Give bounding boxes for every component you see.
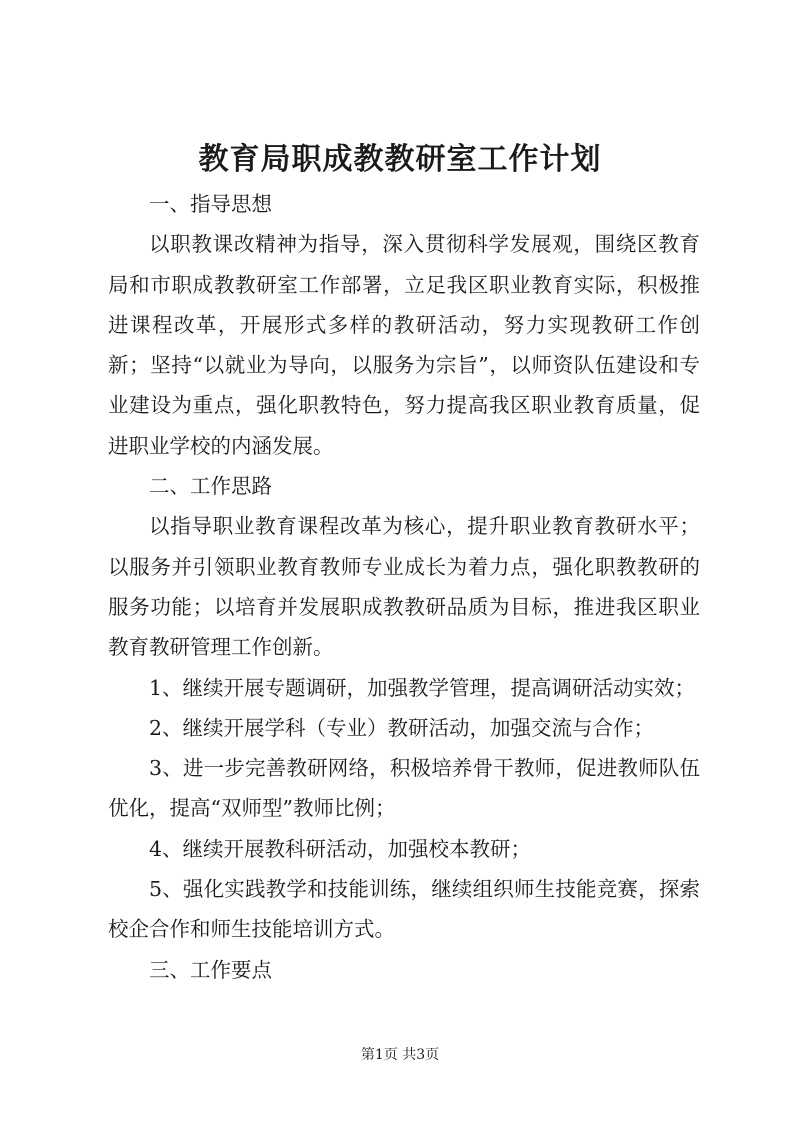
list-item-2: 2、继续开展学科（专业）教研活动，加强交流与合作； [149, 715, 655, 740]
section-heading-work-points: 三、工作要点 [149, 957, 272, 982]
list-item-5: 5、强化实践教学和技能训练，继续组织师生技能竞赛，探索校企合作和师生技能培训方式。 [108, 877, 700, 942]
paragraph-guiding-thought: 以职教课改精神为指导，深入贯彻科学发展观，围绕区教育局和市职成教教研室工作部署，立足我区职业教育实际，积极推进课程改革，开展形式多样的教研活动，努力实现教研工作创新；坚持“以就业为导向，以服务为宗旨”，以师资队伍建设和专业建设为重点，强化职教特色，努力提高我区职业教育质量，促进职业学校的内涵发展。 [108, 232, 700, 458]
document-title: 教育局职成教教研室工作计划 [198, 142, 602, 177]
list-item-3: 3、进一步完善教研网络，积极培养骨干教师，促进教师队伍优化，提高“双师型”教师比例； [108, 756, 700, 821]
section-heading-guiding-thought: 一、指导思想 [149, 192, 272, 216]
list-item-4: 4、继续开展教科研活动，加强校本教研； [149, 836, 532, 861]
paragraph-work-ideas: 以指导职业教育课程改革为核心，提升职业教育教研水平；以服务并引领职业教育教师专业成长为着力点，强化职教教研的服务功能；以培育并发展职成教教研品质为目标，推进我区职业教育教研管理工作创新。 [108, 514, 700, 660]
section-heading-work-ideas: 二、工作思路 [149, 474, 272, 499]
page-number-footer: 第1页 共3页 [360, 1047, 440, 1063]
document-body [108, 184, 700, 990]
list-item-1: 1、继续开展专题调研，加强教学管理，提高调研活动实效； [149, 675, 696, 700]
